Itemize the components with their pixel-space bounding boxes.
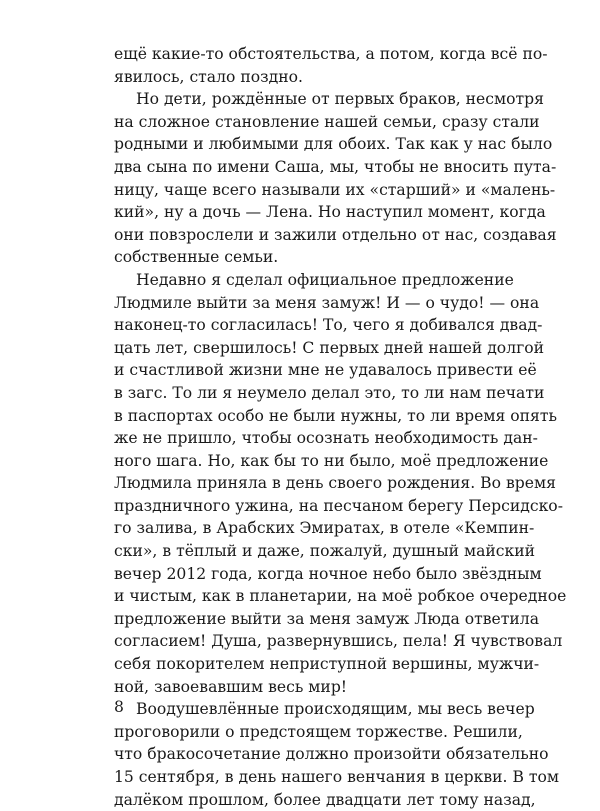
text-line: Людмила приняла в день своего рождения. Во время [114, 474, 556, 493]
text-line: два сына по имени Саша, мы, чтобы не вносить пута- [114, 157, 557, 176]
text-line: Но дети, рождённые от первых браков, несмотря [136, 90, 544, 109]
text-line: же не пришло, чтобы осознать необходимость дан- [114, 429, 538, 448]
text-line: ного шага. Но, как бы то ни было, моё предложение [114, 451, 549, 470]
text-line: го залива, в Арабских Эмиратах, в отеле «Кемпин- [114, 519, 535, 538]
text-line: далёком прошлом, более двадцати лет тому назад, [114, 790, 536, 809]
text-line: ещё какие-то обстоятельства, а потом, когда всё по- [114, 45, 548, 63]
text-line: что бракосочетание должно произойти обязательно [114, 745, 549, 764]
body-text [114, 43, 567, 811]
text-line: себя покорителем неприступной вершины, мужчи- [114, 655, 540, 674]
text-line: и счастливой жизни мне не удавалось привести её [114, 361, 537, 380]
text-line: собственные семьи. [114, 248, 279, 267]
text-line: Воодушевлённые происходящим, мы весь вечер [136, 700, 535, 719]
text-line: в паспортах особо не были нужны, то ли время опять [114, 406, 557, 425]
text-line: на сложное становление нашей семьи, сразу стали [114, 112, 540, 131]
text-line: 15 сентября, в день нашего венчания в церкви. В том [114, 768, 560, 786]
text-line: в загс. То ли я неумело делал это, то ли нам печати [114, 383, 545, 402]
text-line: ной, завоевавшим весь мир! [114, 677, 348, 696]
text-line: явилось, стало поздно. [114, 67, 303, 86]
text-line: и чистым, как в планетарии, на моё робкое очередное [114, 587, 567, 606]
page-number: 8 [114, 698, 124, 716]
text-line: Людмиле выйти за меня замуж! И — о чудо! — она [114, 293, 540, 312]
text-line: наконец-то согласилась! То, чего я добивался двад- [114, 316, 543, 335]
text-line: Недавно я сделал официальное предложение [136, 270, 514, 289]
text-line: ницу, чаще всего называли их «старший» и «малень- [114, 180, 556, 199]
text-line: согласием! Душа, развернувшись, пела! Я чувствовал [114, 632, 563, 651]
text-line: кий», ну а дочь — Лена. Но наступил момент, когда [114, 203, 546, 222]
text-line: праздничного ужина, на песчаном берегу Персидско- [114, 496, 563, 515]
text-line: ски», в тёплый и даже, пожалуй, душный майский [114, 542, 536, 561]
text-line: проговорили о предстоящем торжестве. Решили, [114, 722, 523, 741]
text-line: они повзрослели и зажили отдельно от нас, создавая [114, 225, 557, 244]
text-line: родными и любимыми для обоих. Так как у нас было [114, 135, 553, 154]
text-line: предложение выйти за меня замуж Люда ответила [114, 609, 540, 628]
text-line: цать лет, свершилось! С первых дней нашей долгой [114, 338, 545, 357]
text-line: вечер 2012 года, когда ночное небо было звёздным [114, 564, 542, 583]
